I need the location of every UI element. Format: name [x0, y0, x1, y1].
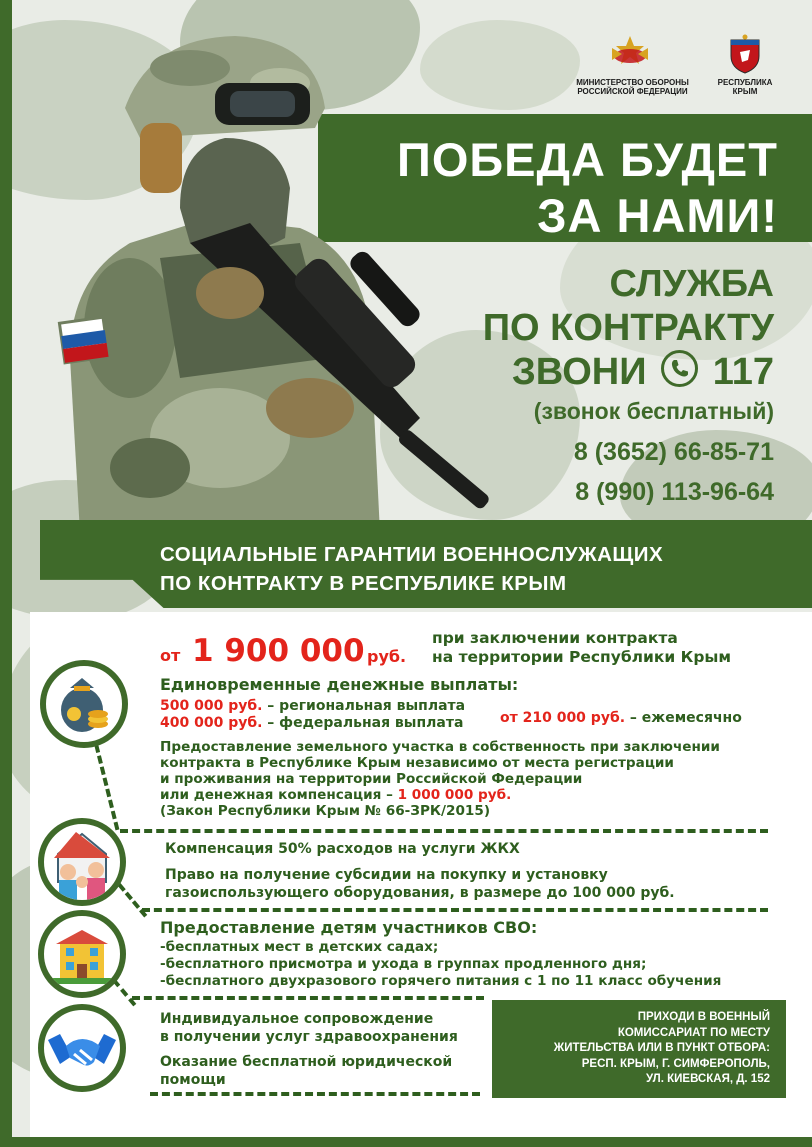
- guarantees-title-line2: ПО КОНТРАКТУ В РЕСПУБЛИКЕ КРЫМ: [160, 572, 567, 595]
- commissariat-line2: КОМИССАРИАТ ПО МЕСТУ: [617, 1026, 770, 1039]
- amount-from: от: [160, 646, 181, 665]
- contract-amount: 1 900 000: [192, 633, 365, 669]
- health-line-2: в получении услуг здравоохранения: [160, 1029, 458, 1045]
- regional-amount: 500 000 руб.: [160, 698, 263, 714]
- divider-line: [142, 908, 768, 912]
- monthly-amount: от 210 000 руб.: [500, 710, 626, 726]
- land-line-1: Предоставление земельного участка в собственность при заключении: [160, 739, 720, 755]
- ministry-emblem-icon: [608, 34, 652, 74]
- legal-support: [160, 1053, 452, 1089]
- call-word: ЗВОНИ: [511, 351, 647, 393]
- regional-payment: [160, 698, 465, 715]
- lump-sum-heading: Единовременные денежные выплаты:: [160, 675, 519, 694]
- phone-number-2[interactable]: 8 (990) 113-96-64: [575, 478, 774, 506]
- land-plot-text: [160, 739, 720, 819]
- monthly-payment: [500, 710, 742, 726]
- gas-subsidy: [165, 866, 675, 902]
- call-line: [483, 350, 774, 394]
- divider-line: [150, 1092, 480, 1096]
- headline-line2: ЗА НАМИ!: [537, 189, 778, 242]
- free-call-note: (звонок бесплатный): [533, 398, 774, 424]
- children-heading: Предоставление детям участников СВО:: [160, 918, 538, 937]
- federal-amount: 400 000 руб.: [160, 715, 263, 731]
- crimea-coat-of-arms-icon: [728, 34, 762, 74]
- compensation-amount: 1 000 000 руб.: [397, 787, 512, 803]
- contract-service-block: [483, 262, 774, 394]
- handshake-icon: [38, 1004, 126, 1092]
- health-line-1: Индивидуальное сопровождение: [160, 1011, 434, 1027]
- family-house-icon: [38, 818, 126, 906]
- gas-line-2: газоиспользующего оборудования, в размере до 100 000 руб.: [165, 885, 675, 901]
- land-line-2: контракта в Республике Крым независимо от места регистрации: [160, 755, 674, 771]
- phone-number-1[interactable]: 8 (3652) 66-85-71: [573, 438, 774, 466]
- commissariat-line1: ПРИХОДИ В ВОЕННЫЙ: [637, 1011, 770, 1023]
- federal-payment: [160, 715, 465, 732]
- bottom-frame: [0, 1137, 812, 1147]
- guarantees-title: [160, 540, 663, 598]
- contract-note-line1: при заключении контракта: [432, 629, 678, 647]
- monthly-label: – ежемесячно: [625, 710, 742, 726]
- divider-line: [120, 829, 768, 833]
- compensation-line: [160, 787, 720, 803]
- amount-currency: руб.: [367, 647, 407, 666]
- soldier-illustration: [40, 28, 500, 533]
- republic-logo-text: РЕСПУБЛИКА КРЫМ: [717, 78, 773, 96]
- contract-note: [432, 629, 731, 667]
- service-line1: СЛУЖБА: [609, 263, 774, 305]
- guarantees-title-line1: СОЦИАЛЬНЫЕ ГАРАНТИИ ВОЕННОСЛУЖАЩИХ: [160, 543, 664, 566]
- money-bag-icon: [40, 660, 128, 748]
- federal-label: – федеральная выплата: [262, 715, 464, 731]
- regional-label: – региональная выплата: [262, 698, 466, 714]
- healthcare-support: [160, 1010, 458, 1046]
- law-reference: (Закон Республики Крым № 66-ЗРК/2015): [160, 803, 491, 819]
- commissariat-line4: РЕСП. КРЫМ, Г. СИМФЕРОПОЛЬ,: [581, 1057, 770, 1070]
- utilities-compensation: Компенсация 50% расходов на услуги ЖКХ: [165, 841, 520, 857]
- children-item-3: -бесплатного двухразового горячего питания с 1 по 11 класс обучения: [160, 973, 722, 989]
- children-item-2: -бесплатного присмотра и ухода в группах продленного дня;: [160, 956, 647, 972]
- headline-line1: ПОБЕДА БУДЕТ: [397, 133, 778, 186]
- contract-note-line2: на территории Республики Крым: [432, 648, 732, 666]
- commissariat-line3: ЖИТЕЛЬСТВА ИЛИ В ПУНКТ ОТБОРА:: [553, 1042, 770, 1054]
- commissariat-box: [492, 1000, 786, 1098]
- gas-line-1: Право на получение субсидии на покупку и установку: [165, 867, 608, 883]
- ministry-logo-text: МИНИСТЕРСТВО ОБОРОНЫ РОССИЙСКОЙ ФЕДЕРАЦИИ: [576, 78, 689, 96]
- logos: [570, 34, 790, 104]
- legal-line-1: Оказание бесплатной юридической: [160, 1054, 453, 1070]
- call-number[interactable]: 117: [712, 351, 774, 393]
- legal-line-2: помощи: [160, 1072, 226, 1088]
- land-line-3: и проживания на территории Российской Федерации: [160, 771, 583, 787]
- phone-icon: [661, 350, 698, 387]
- lump-sum-list: [160, 698, 465, 732]
- left-frame: [0, 0, 12, 1147]
- divider-line: [132, 996, 484, 1000]
- children-item-1: -бесплатных мест в детских садах;: [160, 939, 439, 955]
- commissariat-line5: УЛ. КИЕВСКАЯ, Д. 152: [645, 1073, 770, 1085]
- compensation-label: или денежная компенсация –: [160, 787, 398, 803]
- school-building-icon: [38, 910, 126, 998]
- commissariat-text: [554, 1010, 770, 1088]
- children-list: [160, 939, 721, 990]
- service-line2: ПО КОНТРАКТУ: [482, 307, 774, 349]
